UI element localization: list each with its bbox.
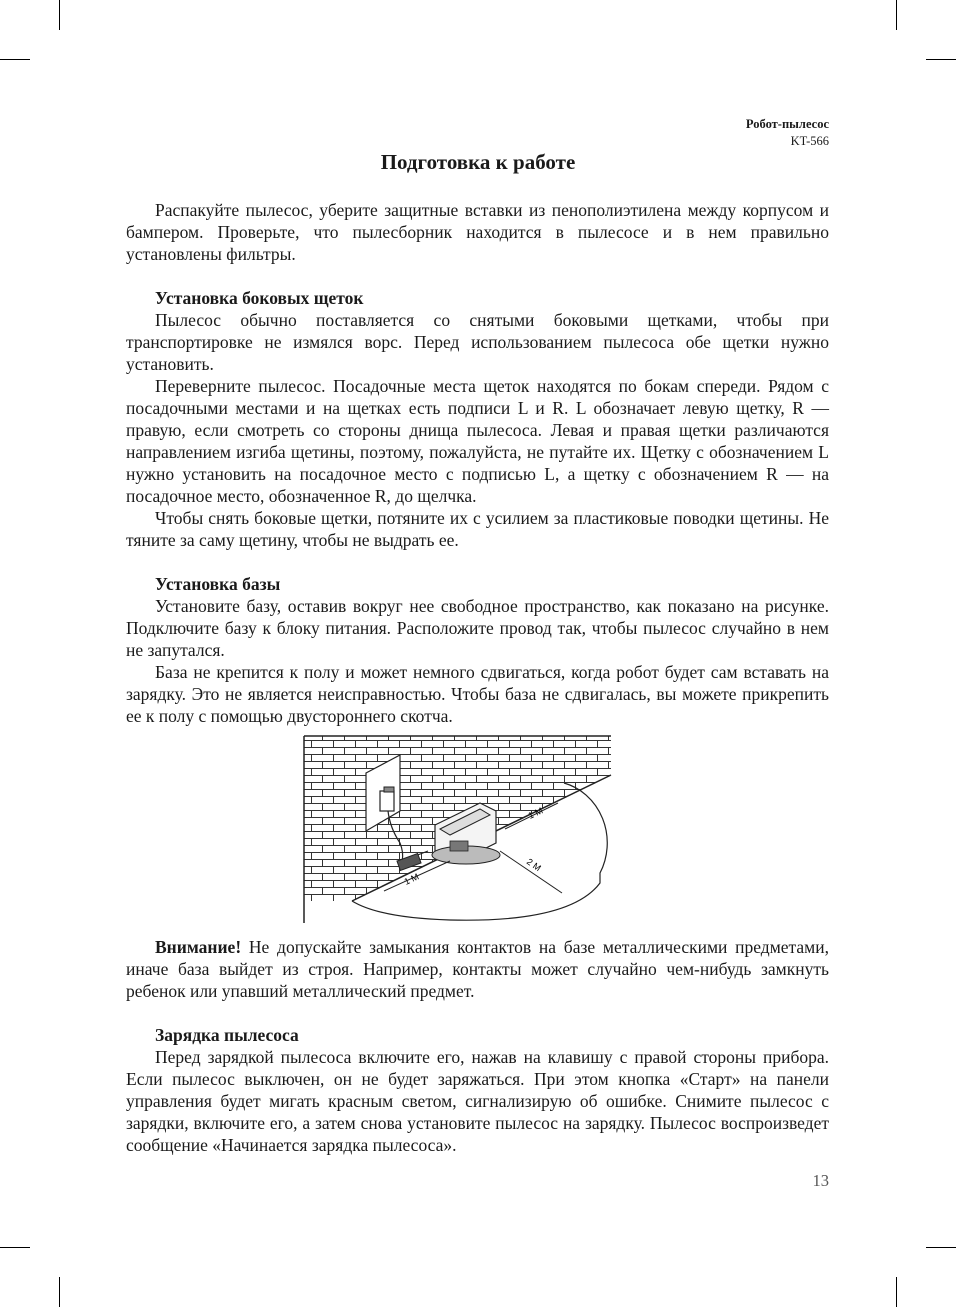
crop-mark <box>896 1277 897 1307</box>
warning-label: Внимание! <box>155 937 242 957</box>
base-installation-figure <box>300 733 612 923</box>
text-block-bottom <box>126 936 829 1156</box>
crop-mark <box>59 1277 60 1307</box>
crop-mark <box>926 1247 956 1248</box>
warning-paragraph <box>126 936 829 1002</box>
brushes-paragraph-3: Чтобы снять боковые щетки, потяните их с усилием за пластиковые поводки щетины. Не тяните за саму щетину, чтобы не выдрать ее. <box>126 508 829 550</box>
brushes-paragraph-1: Пылесос обычно поставляется со снятыми боковыми щетками, чтобы при транспортировке не измялся ворс. Перед использованием пылесоса обе щетки нужно установить. <box>126 310 829 374</box>
charging-paragraph-1: Перед зарядкой пылесоса включите его, нажав на клавишу с правой стороны прибора. Если пылесос выключен, он не будет заряжаться. При этом кнопка «Старт» на панели управления будет мигать красным светом, сигнализирую об ошибке. Снимите пылесос с зарядки, включите его, а затем снова установите пылесос на зарядку. Пылесос воспроизведет сообщение «Начинается зарядка пылесоса». <box>126 1047 829 1155</box>
crop-mark <box>0 1247 30 1248</box>
dimension-label-2m: 2 M <box>524 856 543 874</box>
intro-paragraph: Распакуйте пылесос, уберите защитные вставки из пенополиэтилена между корпусом и бампером. Проверьте, что пылесборник находится в пылесосе и в нем правильно установлены фильтры. <box>126 200 829 264</box>
base-paragraph-2: База не крепится к полу и может немного сдвигаться, когда робот будет сам вставать на зарядку. Это не является неисправностью. Чтобы база не сдвигалась, вы можете прикрепить ее к полу с помощью двустороннего скотча. <box>126 662 829 726</box>
power-adapter <box>380 791 394 811</box>
page-title: Подготовка к работе <box>380 150 576 174</box>
page-number: 13 <box>812 1171 829 1190</box>
charging-heading: Зарядка пылесоса <box>155 1025 299 1045</box>
crop-mark <box>59 0 60 30</box>
warning-text: Не допускайте замыкания контактов на базе металлическими предметами, иначе база выйдет из строя. Например, контакты может случайно чем-нибудь замкнуть ребенок или упавший металлический предмет. <box>126 937 829 1001</box>
dimension-label-1m: 1 M <box>526 805 545 821</box>
crop-mark <box>926 59 956 60</box>
crop-mark <box>896 0 897 30</box>
brushes-heading: Установка боковых щеток <box>155 288 364 308</box>
dimension-label-1m-left: 1 M <box>402 871 421 887</box>
header-model: KT-566 <box>790 134 829 148</box>
base-paragraph-1: Установите базу, оставив вокруг нее свободное пространство, как показано на рисунке. Подключите базу к блоку питания. Расположите провод так, чтобы пылесос случайно в нем не запутался. <box>126 596 829 660</box>
base-heading: Установка базы <box>155 574 281 594</box>
brushes-paragraph-2: Переверните пылесос. Посадочные места щеток находятся по бокам спереди. Рядом с посадочными местами и на щетках есть подписи L и R. L обозначает левую щетку, R — правую, если смотреть со стороны днища пылесоса. Левая и правая щетки различаются направлением изгиба щетины, поэтому, пожалуйста, не путайте их. Щетку с обозначением L нужно установить на посадочное место с подписью L, а щетку с обозначением R — на посадочное место, обозначенное R, до щелчка. <box>126 376 829 506</box>
header-product: Робот-пылесос <box>745 117 829 131</box>
text-block-top <box>126 199 829 727</box>
crop-mark <box>0 59 30 60</box>
running-header <box>746 116 829 150</box>
